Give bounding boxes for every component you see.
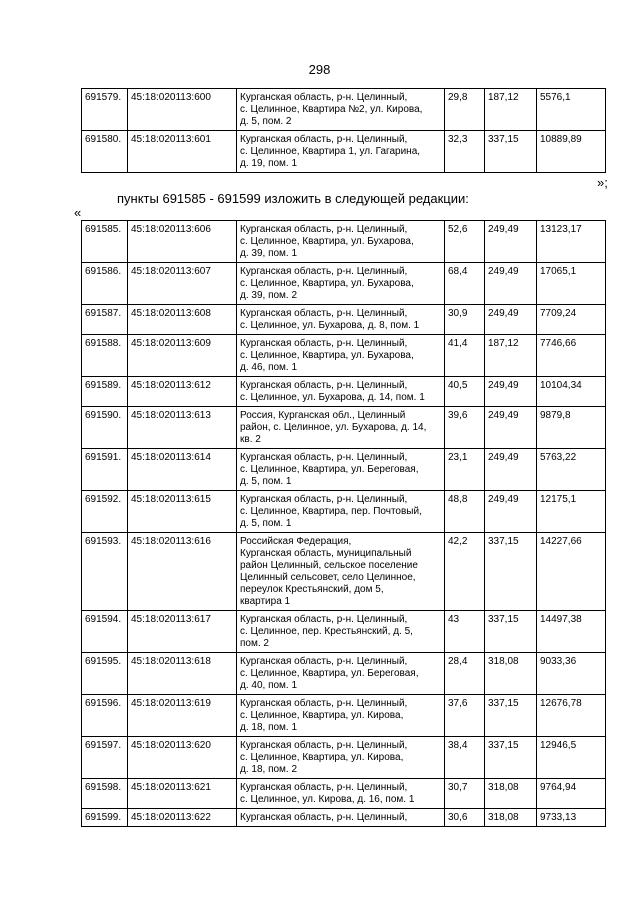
rate-cell: 337,15 [485, 533, 537, 611]
cadastral-number-cell: 45:18:020113:620 [128, 737, 237, 779]
row-number-cell: 691593. [82, 533, 128, 611]
address-cell: Россия, Курганская обл., Целинный район, с. Целинное, ул. Бухарова, д. 14, кв. 2 [237, 407, 445, 449]
cadastral-number-cell: 45:18:020113:617 [128, 611, 237, 653]
area-cell: 30,7 [445, 779, 485, 809]
table-row [82, 653, 606, 695]
row-number-cell: 691588. [82, 335, 128, 377]
value-cell: 7746,66 [537, 335, 606, 377]
address-cell: Курганская область, р-н. Целинный, с. Целинное, Квартира, ул. Береговая, д. 40, пом. 1 [237, 653, 445, 695]
table-row [82, 221, 606, 263]
row-number-cell: 691585. [82, 221, 128, 263]
opening-quote: « [74, 205, 82, 220]
address-cell: Курганская область, р-н. Целинный, с. Целинное, Квартира, ул. Бухарова, д. 39, пом. 2 [237, 263, 445, 305]
rate-cell: 337,15 [485, 131, 537, 173]
rate-cell: 187,12 [485, 335, 537, 377]
table-row [82, 305, 606, 335]
cadastral-number-cell: 45:18:020113:600 [128, 89, 237, 131]
rate-cell: 249,49 [485, 491, 537, 533]
value-cell: 13123,17 [537, 221, 606, 263]
area-cell: 41,4 [445, 335, 485, 377]
cadastral-number-cell: 45:18:020113:622 [128, 809, 237, 827]
address-cell: Курганская область, р-н. Целинный, [237, 809, 445, 827]
address-cell: Курганская область, р-н. Целинный, с. Целинное, Квартира, пер. Почтовый, д. 5, пом. 1 [237, 491, 445, 533]
table-row [82, 695, 606, 737]
table-row [82, 809, 606, 827]
address-cell: Курганская область, р-н. Целинный, с. Целинное, ул. Бухарова, д. 14, пом. 1 [237, 377, 445, 407]
address-cell: Курганская область, р-н. Целинный, с. Целинное, Квартира 1, ул. Гагарина, д. 19, пом. 1 [237, 131, 445, 173]
value-cell: 9879,8 [537, 407, 606, 449]
row-number-cell: 691598. [82, 779, 128, 809]
cadastral-number-cell: 45:18:020113:619 [128, 695, 237, 737]
row-number-cell: 691590. [82, 407, 128, 449]
row-number-cell: 691586. [82, 263, 128, 305]
cadastral-number-cell: 45:18:020113:606 [128, 221, 237, 263]
value-cell: 17065,1 [537, 263, 606, 305]
cadastral-number-cell: 45:18:020113:608 [128, 305, 237, 335]
closing-quote: »; [597, 175, 608, 190]
rate-cell: 249,49 [485, 221, 537, 263]
cadastral-number-cell: 45:18:020113:618 [128, 653, 237, 695]
value-cell: 5576,1 [537, 89, 606, 131]
address-cell: Курганская область, р-н. Целинный, с. Целинное, Квартира, ул. Бухарова, д. 39, пом. 1 [237, 221, 445, 263]
table-row [82, 131, 606, 173]
address-cell: Курганская область, р-н. Целинный, с. Целинное, ул. Бухарова, д. 8, пом. 1 [237, 305, 445, 335]
rate-cell: 249,49 [485, 263, 537, 305]
table-row [82, 377, 606, 407]
area-cell: 28,4 [445, 653, 485, 695]
row-number-cell: 691595. [82, 653, 128, 695]
address-cell: Курганская область, р-н. Целинный, с. Целинное, ул. Кирова, д. 16, пом. 1 [237, 779, 445, 809]
rate-cell: 337,15 [485, 611, 537, 653]
value-cell: 10889,89 [537, 131, 606, 173]
row-number-cell: 691589. [82, 377, 128, 407]
table-row [82, 491, 606, 533]
rate-cell: 187,12 [485, 89, 537, 131]
cadastral-number-cell: 45:18:020113:612 [128, 377, 237, 407]
table-top [81, 88, 606, 173]
table-row [82, 335, 606, 377]
area-cell: 37,6 [445, 695, 485, 737]
cadastral-number-cell: 45:18:020113:607 [128, 263, 237, 305]
address-cell: Курганская область, р-н. Целинный, с. Целинное, пер. Крестьянский, д. 5, пом. 2 [237, 611, 445, 653]
cadastral-number-cell: 45:18:020113:614 [128, 449, 237, 491]
value-cell: 14497,38 [537, 611, 606, 653]
area-cell: 68,4 [445, 263, 485, 305]
address-cell: Курганская область, р-н. Целинный, с. Целинное, Квартира №2, ул. Кирова, д. 5, пом. 2 [237, 89, 445, 131]
rate-cell: 318,08 [485, 779, 537, 809]
amendment-instruction: пункты 691585 - 691599 изложить в следующей редакции: [117, 191, 469, 206]
address-cell: Курганская область, р-н. Целинный, с. Целинное, Квартира, ул. Бухарова, д. 46, пом. 1 [237, 335, 445, 377]
value-cell: 5763,22 [537, 449, 606, 491]
value-cell: 10104,34 [537, 377, 606, 407]
value-cell: 9764,94 [537, 779, 606, 809]
value-cell: 12175,1 [537, 491, 606, 533]
cadastral-number-cell: 45:18:020113:613 [128, 407, 237, 449]
table-row [82, 533, 606, 611]
row-number-cell: 691587. [82, 305, 128, 335]
cadastral-number-cell: 45:18:020113:615 [128, 491, 237, 533]
rate-cell: 249,49 [485, 377, 537, 407]
page-number: 298 [308, 62, 331, 77]
area-cell: 38,4 [445, 737, 485, 779]
value-cell: 14227,66 [537, 533, 606, 611]
cadastral-number-cell: 45:18:020113:609 [128, 335, 237, 377]
area-cell: 30,6 [445, 809, 485, 827]
address-cell: Курганская область, р-н. Целинный, с. Целинное, Квартира, ул. Кирова, д. 18, пом. 1 [237, 695, 445, 737]
table-row [82, 407, 606, 449]
area-cell: 23,1 [445, 449, 485, 491]
address-cell: Курганская область, р-н. Целинный, с. Целинное, Квартира, ул. Кирова, д. 18, пом. 2 [237, 737, 445, 779]
row-number-cell: 691591. [82, 449, 128, 491]
area-cell: 42,2 [445, 533, 485, 611]
table-row [82, 779, 606, 809]
value-cell: 12946,5 [537, 737, 606, 779]
rate-cell: 318,08 [485, 653, 537, 695]
rate-cell: 337,15 [485, 737, 537, 779]
rate-cell: 249,49 [485, 449, 537, 491]
value-cell: 12676,78 [537, 695, 606, 737]
area-cell: 39,6 [445, 407, 485, 449]
value-cell: 9733,13 [537, 809, 606, 827]
cadastral-number-cell: 45:18:020113:616 [128, 533, 237, 611]
table-row [82, 737, 606, 779]
area-cell: 40,5 [445, 377, 485, 407]
area-cell: 29,8 [445, 89, 485, 131]
rate-cell: 337,15 [485, 695, 537, 737]
address-cell: Курганская область, р-н. Целинный, с. Целинное, Квартира, ул. Береговая, д. 5, пом. 1 [237, 449, 445, 491]
table-row [82, 263, 606, 305]
table-row [82, 611, 606, 653]
row-number-cell: 691592. [82, 491, 128, 533]
rate-cell: 318,08 [485, 809, 537, 827]
value-cell: 9033,36 [537, 653, 606, 695]
cadastral-number-cell: 45:18:020113:621 [128, 779, 237, 809]
row-number-cell: 691579. [82, 89, 128, 131]
area-cell: 52,6 [445, 221, 485, 263]
area-cell: 30,9 [445, 305, 485, 335]
table-row [82, 89, 606, 131]
row-number-cell: 691596. [82, 695, 128, 737]
row-number-cell: 691580. [82, 131, 128, 173]
row-number-cell: 691594. [82, 611, 128, 653]
cadastral-number-cell: 45:18:020113:601 [128, 131, 237, 173]
value-cell: 7709,24 [537, 305, 606, 335]
area-cell: 43 [445, 611, 485, 653]
rate-cell: 249,49 [485, 305, 537, 335]
area-cell: 32,3 [445, 131, 485, 173]
table-main [81, 220, 606, 827]
row-number-cell: 691599. [82, 809, 128, 827]
table-row [82, 449, 606, 491]
rate-cell: 249,49 [485, 407, 537, 449]
address-cell: Российская Федерация, Курганская область, муниципальный район Целинный, сельское поселение Целинный сельсовет, село Целинное, переулок Крестьянский, дом 5, квартира 1 [237, 533, 445, 611]
row-number-cell: 691597. [82, 737, 128, 779]
area-cell: 48,8 [445, 491, 485, 533]
